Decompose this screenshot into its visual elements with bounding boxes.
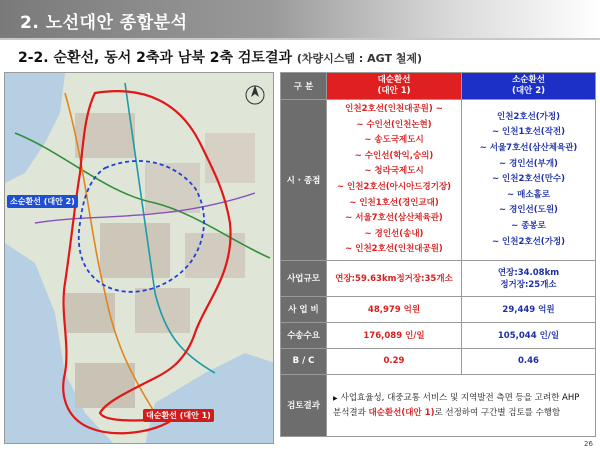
result-text-highlight: 대순환선(대안 1)	[368, 407, 435, 418]
table-header-row	[281, 73, 596, 100]
route-stop: ~ 인천2호선(가정)	[491, 236, 566, 247]
route-alt2-cell	[462, 100, 596, 261]
section-title: 2. 노선대안 종합분석	[20, 13, 188, 33]
table-row-bc	[281, 348, 596, 374]
route-stop: ~ 서울7호선(삼산체육관)	[479, 142, 578, 153]
comparison-table	[280, 72, 596, 437]
table-row-result	[281, 374, 596, 436]
route-alt1-cell	[327, 100, 462, 261]
map-graphic	[5, 73, 274, 444]
result-summary	[327, 374, 596, 436]
row-label-cost: 사 업 비	[281, 296, 327, 322]
route-stop: ~ 수인선(학익,숭의)	[354, 150, 434, 161]
route-stop: ~ 수인선(인천논현)	[356, 119, 432, 130]
result-text-before: 사업효율성, 대중교통 서비스 및 지역발전 측면 등을 고려한 AHP 분석결과	[333, 392, 580, 418]
route-stop: ~ 경인선(도원)	[499, 205, 558, 216]
row-label-demand: 수송수요	[281, 322, 327, 348]
header-alt2	[462, 73, 596, 100]
route-stop: ~ 청라국제도시	[364, 166, 424, 177]
bc-alt2: 0.46	[462, 348, 596, 374]
route-stop: ~ 매소홀로	[507, 189, 550, 200]
subtitle-main: 2-2. 순환선, 동서 2축과 남북 2축 검토결과	[18, 50, 292, 66]
header-alt1	[327, 73, 462, 100]
bullet-icon: ▶	[333, 394, 338, 402]
urban-block	[145, 163, 200, 213]
north-arrow-icon	[246, 85, 264, 104]
cost-alt1: 48,979 억원	[327, 296, 462, 322]
scale-alt2-length: 연장:34.08km	[497, 268, 560, 279]
page-subtitle	[18, 47, 422, 67]
row-label-route: 시 · 종점	[281, 100, 327, 261]
header-alt1-line2: (대안 1)	[377, 86, 411, 96]
scale-alt1: 연장:59.63km정거장:35개소	[327, 260, 462, 296]
row-label-bc: B / C	[281, 348, 327, 374]
row-label-scale: 사업규모	[281, 260, 327, 296]
result-text-after: 로 선정하여 구간별 검토를 수행함	[434, 407, 561, 418]
header-alt2-line2: (대안 2)	[511, 86, 546, 96]
map-label-alt1: 대순환선 (대안 1)	[143, 409, 214, 422]
demand-alt1: 176,089 인/일	[327, 322, 462, 348]
header-divider	[0, 38, 600, 40]
route-stop: ~ 인천2호선(만수)	[491, 174, 566, 185]
route-stop: ~ 인천2호선(인천대공원)	[345, 244, 443, 255]
sea-southwest	[5, 243, 115, 444]
route-stop: ~ 서울7호선(삼산체육관)	[345, 213, 443, 224]
table-row-scale	[281, 260, 596, 296]
table-row-cost	[281, 296, 596, 322]
table-row-demand	[281, 322, 596, 348]
route-map	[4, 72, 274, 444]
route-stop: ~ 경인선(송내)	[364, 228, 424, 239]
urban-block	[75, 363, 135, 408]
map-label-alt2: 소순환선 (대안 2)	[7, 195, 78, 208]
sea-south	[145, 353, 274, 444]
route-stop: ~ 송도국제도시	[364, 135, 424, 146]
header-alt2-line1: 소순환선	[512, 75, 545, 85]
bc-alt1: 0.29	[327, 348, 462, 374]
urban-block	[65, 293, 115, 333]
demand-alt2: 105,044 인/일	[462, 322, 596, 348]
scale-alt2-stations: 정거장:25개소	[500, 280, 557, 291]
table-row-route	[281, 100, 596, 261]
route-stop: ~ 인천1호선(경인교대)	[349, 197, 439, 208]
cost-alt2: 29,449 억원	[462, 296, 596, 322]
row-label-result: 검토결과	[281, 374, 327, 436]
route-stop: ~ 인천1호선(작전)	[491, 127, 566, 138]
route-stop: 인천2호선(인천대공원) ~	[345, 104, 443, 114]
route-stop: 인천2호선(가정)	[497, 111, 560, 122]
urban-block	[100, 223, 170, 278]
header-bar	[0, 0, 600, 38]
header-alt1-line1: 대순환선	[377, 75, 411, 85]
urban-block	[205, 133, 255, 183]
scale-alt2	[462, 260, 596, 296]
sea-west	[5, 73, 65, 183]
header-label: 구 분	[281, 73, 327, 100]
route-alt1-list	[327, 100, 461, 260]
route-stop: ~ 경인선(부개)	[499, 158, 558, 169]
urban-block	[135, 288, 190, 333]
route-alt2-list	[462, 108, 595, 252]
route-stop: ~ 종봉로	[511, 220, 546, 231]
subtitle-sub: (차량시스템 : AGT 철제)	[296, 52, 423, 65]
page-number: 26	[584, 440, 593, 448]
route-stop: ~ 인천2호선(아시아드경기장)	[336, 181, 452, 192]
